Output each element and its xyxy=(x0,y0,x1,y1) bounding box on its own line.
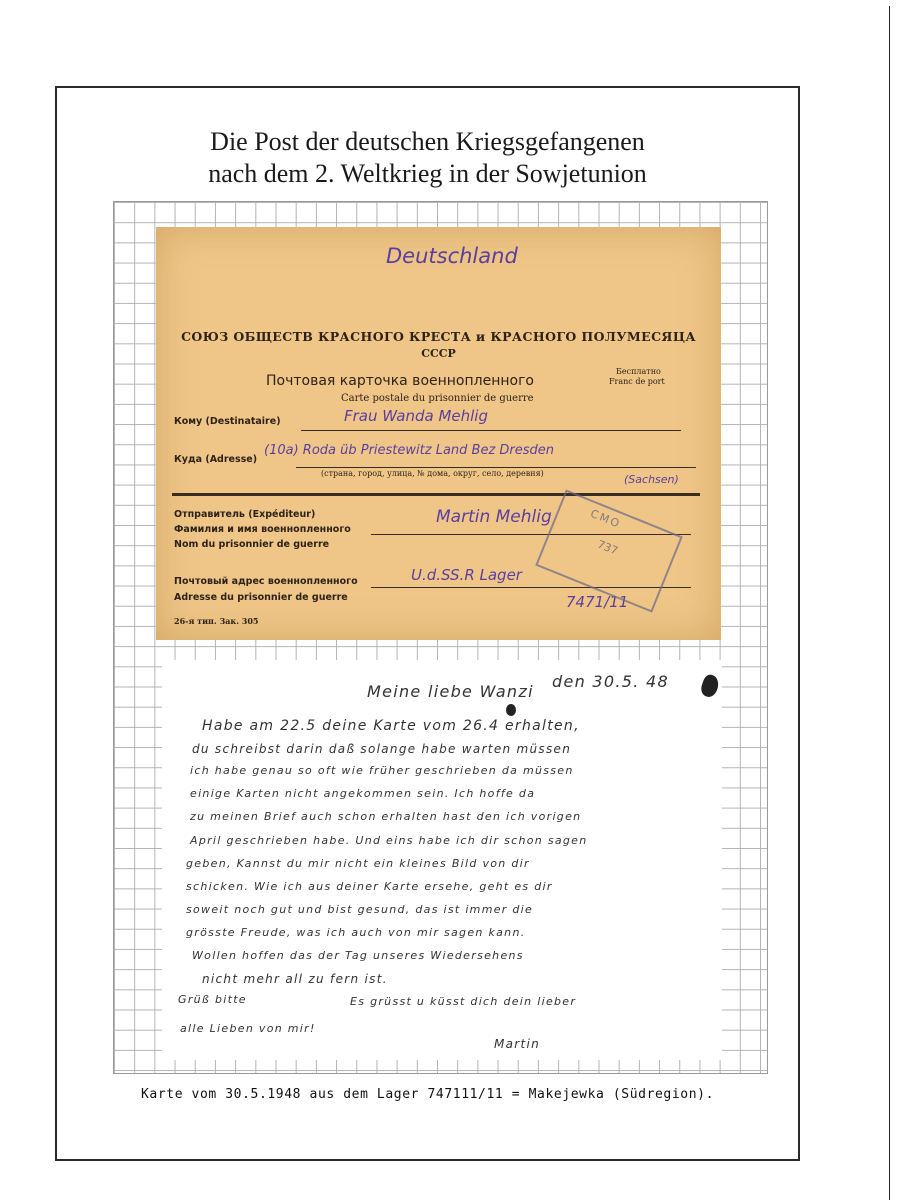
letter-salutation: Meine liebe Wanzi xyxy=(367,682,534,701)
address-hint: (страна, город, улица, № дома, округ, село, деревня) xyxy=(321,469,544,478)
ink-blot xyxy=(699,673,722,699)
postcard-org-country: СССР xyxy=(421,347,456,360)
letter-line: grösste Freude, was ich auch von mir sagen kann. xyxy=(186,926,526,939)
print-info: 26-я тип. Зак. 305 xyxy=(174,616,259,626)
letter-line: schicken. Wie ich aus deiner Karte ersehe, geht es dir xyxy=(186,880,553,893)
ink-blot-small xyxy=(506,704,516,716)
recipient-label: Кому (Destinataire) xyxy=(174,416,281,427)
post-address-fr: Adresse du prisonnier de guerre xyxy=(174,592,348,603)
letter-signature: Martin xyxy=(494,1037,541,1051)
page-title-line-1: Die Post der deutschen Kriegsgefangenen xyxy=(210,127,645,156)
pow-postcard xyxy=(156,227,721,640)
page-edge-line xyxy=(889,6,890,1200)
letter-line: soweit noch gut und bist gesund, das ist immer die xyxy=(186,903,534,916)
letter-line: Habe am 22.5 deine Karte vom 26.4 erhalten, xyxy=(202,718,580,734)
post-address-value: U.d.SS.R Lager xyxy=(411,566,522,584)
post-address-ru: Почтовый адрес военнопленного xyxy=(174,576,358,587)
letter-closing-right: Es grüsst u küsst dich dein lieber xyxy=(350,995,577,1008)
stamp-text: СМО xyxy=(588,506,623,531)
stamp-number: 737 xyxy=(595,537,620,558)
postcard-org-line: СОЮЗ ОБЩЕСТВ КРАСНОГО КРЕСТА и КРАСНОГО ПОЛУМЕСЯЦА xyxy=(181,329,696,344)
letter-line: nicht mehr all zu fern ist. xyxy=(202,972,388,986)
sender-name-ru: Фамилия и имя военнопленного xyxy=(174,524,351,535)
postcard-free-ru: Бесплатно xyxy=(616,367,661,376)
letter-closing-left: Grüß bitte xyxy=(178,993,247,1006)
postcard-country: Deutschland xyxy=(386,244,518,268)
address-line xyxy=(296,467,696,468)
handwritten-letter xyxy=(162,660,722,1060)
caption: Karte vom 30.5.1948 aus dem Lager 747111/11 = Makejewka (Südregion). xyxy=(140,1087,714,1102)
address-value-2: (Sachsen) xyxy=(624,473,679,486)
sender-name-fr: Nom du prisonnier de guerre xyxy=(174,539,330,550)
postcard-free-fr: Franc de port xyxy=(609,377,665,386)
letter-line: einige Karten nicht angekommen sein. Ich hoffe da xyxy=(190,787,536,800)
recipient-value: Frau Wanda Mehlig xyxy=(344,407,488,425)
letter-closing-left-2: alle Lieben von mir! xyxy=(180,1022,316,1035)
letter-line: du schreibst darin daß solange habe warten müssen xyxy=(192,742,572,756)
letter-line: geben, Kannst du mir nicht ein kleines Bild von dir xyxy=(186,857,530,870)
letter-line: April geschrieben habe. Und eins habe ich dir schon sagen xyxy=(190,834,588,847)
page-title-line-2: nach dem 2. Weltkrieg in der Sowjetunion xyxy=(208,159,647,188)
letter-line: zu meinen Brief auch schon erhalten hast den ich vorigen xyxy=(190,810,582,823)
address-label: Куда (Adresse) xyxy=(174,454,258,465)
letter-line: Wollen hoffen das der Tag unseres Wiedersehens xyxy=(192,949,524,962)
recipient-line xyxy=(301,430,681,431)
sender-label: Отправитель (Expéditeur) xyxy=(174,509,316,520)
sender-value: Martin Mehlig xyxy=(436,507,552,527)
postcard-divider xyxy=(172,493,700,496)
postcard-title-fr: Carte postale du prisonnier de guerre xyxy=(341,393,534,404)
address-value: (10a) Roda üb Priestewitz Land Bez Dresden xyxy=(264,443,555,458)
censor-stamp xyxy=(535,489,683,612)
letter-line: ich habe genau so oft wie früher geschrieben da müssen xyxy=(190,764,574,777)
post-address-value-2: 7471/11 xyxy=(566,593,629,611)
letter-date: den 30.5. 48 xyxy=(552,672,669,691)
postcard-title-ru: Почтовая карточка военнопленного xyxy=(266,373,534,389)
